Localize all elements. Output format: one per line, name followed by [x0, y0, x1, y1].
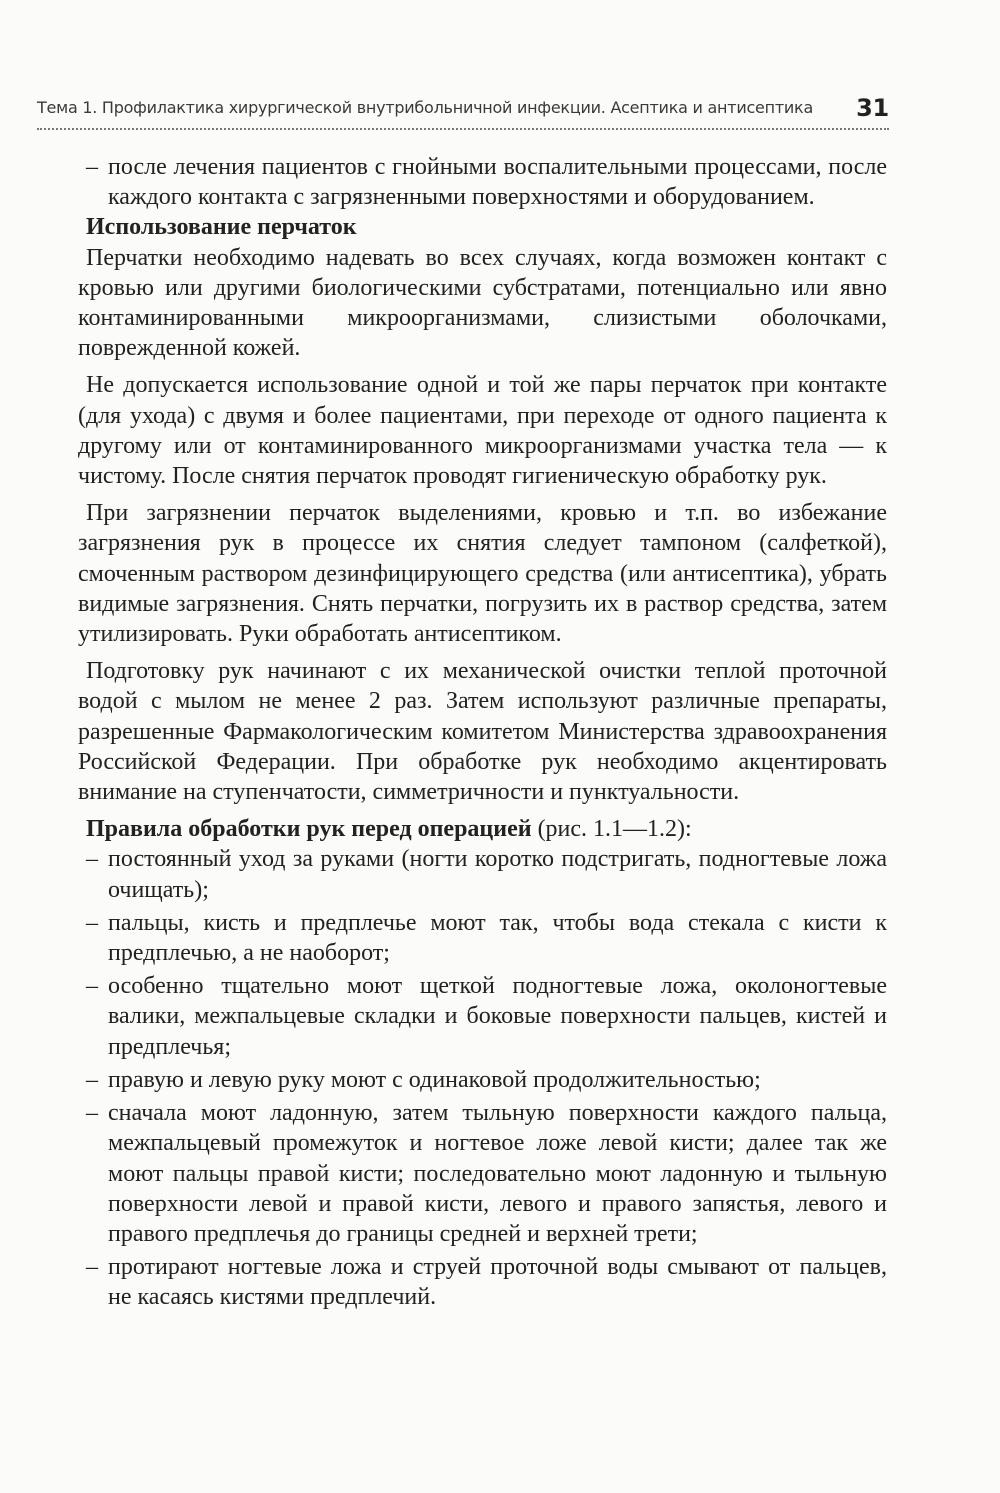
- list-item: – протирают ногтевые ложа и струей проточной воды смывают от пальцев, не касаясь кистями предплечий.: [78, 1252, 887, 1312]
- header-dotted-rule: [37, 128, 889, 130]
- page-body: [78, 152, 887, 1316]
- list-item: – особенно тщательно моют щеткой подногтевые ложа, околоногтевые валики, межпальцевые складки и боковые поверхности пальцев, кистей и предплечья;: [78, 971, 887, 1062]
- list-item-continued: – после лечения пациентов с гнойными воспалительными процессами, после каждого контакта с загрязненными поверхностями и оборудованием.: [78, 152, 887, 212]
- list-item: – постоянный уход за руками (ногти коротко подстригать, подногтевые ложа очищать);: [78, 844, 887, 904]
- rules-list: [78, 844, 887, 1312]
- page-number: 31: [856, 94, 889, 122]
- paragraph: Не допускается использование одной и той же пары перчаток при контакте (для ухода) с двумя и более пациентами, при переходе от одного пациента к другому или от контаминированного микроорганизмами участка тела — к чистому. После снятия перчаток проводят гигиеническую обработку рук.: [78, 372, 887, 490]
- paragraph: При загрязнении перчаток выделениями, кровью и т.п. во избежание загрязнения рук в процессе их снятия следует тампоном (салфеткой), смоченным раствором дезинфицирующего средства (или антисептика), убрать видимые загрязнения. Снять перчатки, погрузить их в раствор средства, затем утилизировать. Руки обработать антисептиком.: [78, 500, 887, 648]
- list-item: – пальцы, кисть и предплечье моют так, чтобы вода стекала с кисти к предплечью, а не наоборот;: [78, 908, 887, 968]
- section-heading-rules-figref: (рис. 1.1—1.2):: [531, 816, 692, 843]
- section-heading-gloves-text: Использование перчаток: [86, 214, 357, 241]
- running-header-title: Тема 1. Профилактика хирургической внутрибольничной инфекции. Асептика и антисептика: [37, 98, 814, 117]
- paragraph: Перчатки необходимо надевать во всех случаях, когда возможен контакт с кровью или другими биологическими субстратами, потенциально или явно контаминированными микроорганизмами, слизистыми оболочками, поврежденной кожей.: [78, 244, 887, 362]
- running-header: [37, 94, 889, 130]
- section-heading-rules-bold: Правила обработки рук перед операцией: [86, 816, 532, 843]
- section-heading-rules: [78, 814, 887, 844]
- paragraph: Подготовку рук начинают с их механической очистки теплой проточной водой с мылом не менее 2 раз. Затем используют различные препараты, разрешенные Фармакологическим комитетом Министерства здравоохранения Российской Федерации. При обработке рук необходимо акцентировать внимание на ступенчатости, симметричности и пунктуальности.: [78, 658, 887, 806]
- list-item: – сначала моют ладонную, затем тыльную поверхности каждого пальца, межпальцевый промежуток и ногтевое ложе левой кисти; далее так же моют пальцы правой кисти; последовательно моют ладонную и тыльную поверхности левой и правой кисти, левого и правого запястья, левого и правого предплечья до границы средней и верхней трети;: [78, 1098, 887, 1249]
- list-item: – правую и левую руку моют с одинаковой продолжительностью;: [78, 1065, 887, 1095]
- section-heading-gloves: [78, 212, 887, 242]
